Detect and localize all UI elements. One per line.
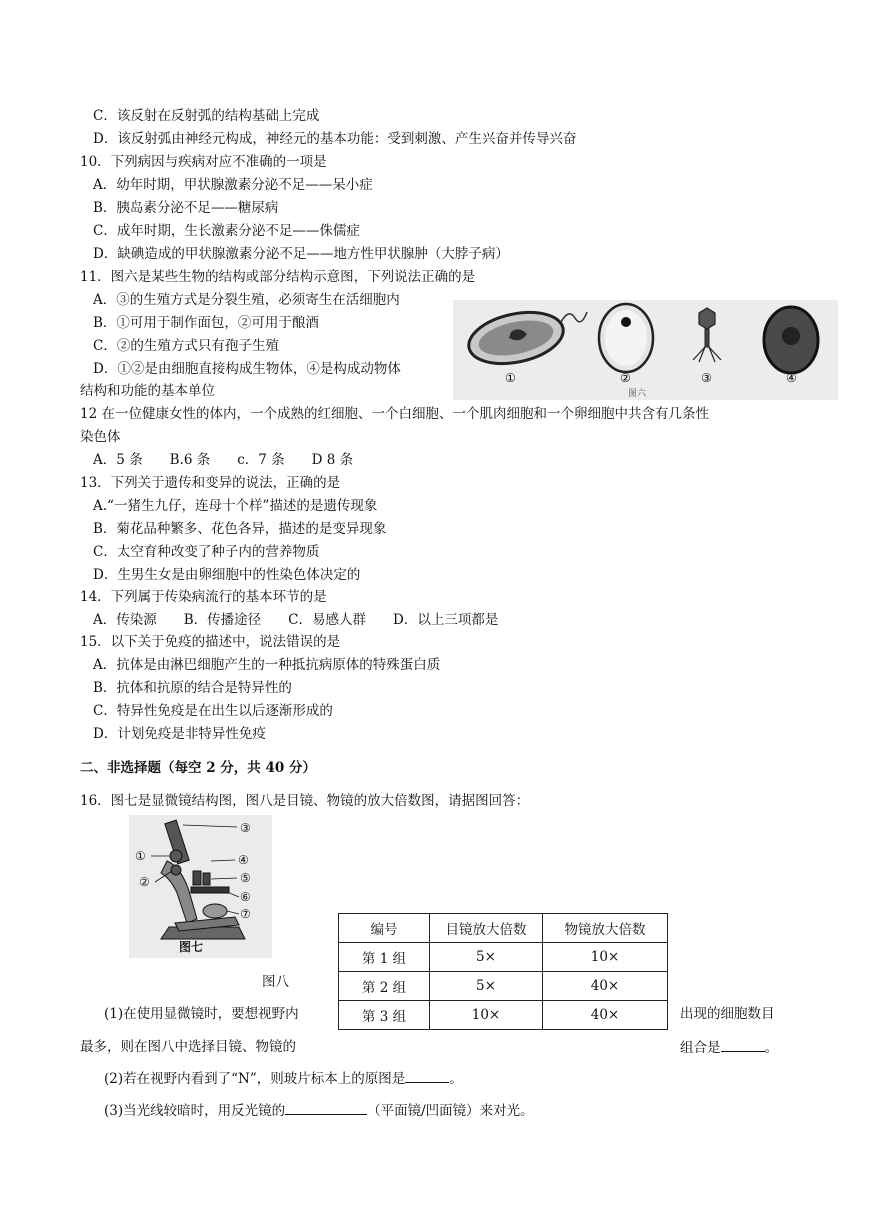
table-cell: 第 1 组: [339, 943, 430, 972]
q16-part1-end: 。: [764, 1040, 778, 1056]
q16-part1: (1)在使用显微镜时，要想视野内: [104, 1006, 299, 1022]
magnification-table: [338, 913, 668, 1030]
fig7-label-6: ⑥: [240, 890, 251, 904]
table-row: [339, 1001, 668, 1030]
q16-part2-end: 。: [449, 1071, 463, 1087]
table-header: 目镜放大倍数: [430, 914, 543, 943]
fig7-label-5: ⑤: [240, 871, 251, 885]
q11-option-c: C．②的生殖方式只有孢子生殖: [93, 338, 279, 354]
q13-option-a: A.“一猪生九仔，连母十个样”描述的是遗传现象: [93, 498, 378, 514]
q16-stem: 16．图七是显微镜结构图，图八是目镜、物镜的放大倍数图，请据图回答：: [80, 793, 530, 809]
q13-option-c: C．太空育种改变了种子内的营养物质: [93, 544, 320, 560]
table-cell: 5×: [430, 943, 543, 972]
q14-stem: 14．下列属于传染病流行的基本环节的是: [80, 589, 327, 605]
table-cell: 40×: [543, 1001, 668, 1030]
answer-blank-2[interactable]: [405, 1068, 449, 1083]
q15-option-c: C．特异性免疫是在出生以后逐渐形成的: [93, 703, 333, 719]
figure-7: [129, 815, 272, 958]
fig6-label-4: ④: [786, 371, 797, 385]
q13-stem: 13．下列关于遗传和变异的说法，正确的是: [80, 475, 341, 491]
q15-option-d: D．计划免疫是非特异性免疫: [93, 726, 266, 742]
fig6-label-2: ②: [620, 371, 631, 385]
table-cell: 5×: [430, 972, 543, 1001]
figure-6-drawing: [453, 300, 838, 400]
fig6-label-3: ③: [701, 371, 712, 385]
q10-stem: 10．下列病因与疾病对应不准确的一项是: [80, 154, 327, 170]
virus-icon: [693, 308, 721, 362]
q16-part2: (2)若在视野内看到了“N”，则玻片标本上的原图是: [104, 1071, 406, 1087]
q16-part3-end: （平面镜/凹面镜）来对光。: [367, 1103, 534, 1119]
q15-option-a: A．抗体是由淋巴细胞产生的一种抵抗病原体的特殊蛋白质: [93, 657, 441, 673]
fig6-caption: 图六: [628, 389, 647, 399]
yeast-cell-icon: [599, 304, 653, 372]
fig7-label-3: ③: [240, 821, 251, 835]
table-row: [339, 972, 668, 1001]
q10-option-c: C．成年时期，生长激素分泌不足——侏儒症: [93, 223, 360, 239]
answer-blank-3[interactable]: [285, 1100, 367, 1115]
answer-blank-1[interactable]: [721, 1037, 765, 1052]
fig8-caption: 图八: [262, 974, 289, 990]
fig7-label-2: ②: [139, 875, 150, 889]
q13-option-d: D．生男生女是由卵细胞中的性染色体决定的: [93, 567, 361, 583]
q16-part1-answer-line: [680, 1037, 778, 1058]
q11-option-d-cont: 结构和功能的基本单位: [80, 383, 215, 399]
microscope-diagram: [129, 815, 272, 958]
microscope-icon: [161, 820, 245, 939]
table-header-row: [339, 914, 668, 943]
q16-part1-cont: 最多，则在图八中选择目镜、物镜的: [80, 1039, 296, 1055]
q9-option-c: C．该反射在反射弧的结构基础上完成: [93, 108, 320, 124]
q16-part3-line: [104, 1100, 534, 1121]
q11-option-d: D．①②是由细胞直接构成生物体，④是构成动物体: [93, 361, 401, 377]
q16-part1-right: 出现的细胞数目: [680, 1006, 775, 1022]
q10-option-b: B．胰岛素分泌不足——糖尿病: [93, 200, 279, 216]
q12-options: A．5 条 B.6 条 c．7 条 D 8 条: [93, 452, 354, 468]
q10-option-d: D．缺碘造成的甲状腺激素分泌不足——地方性甲状腺肿（大脖子病）: [93, 246, 509, 262]
table-cell: 第 3 组: [339, 1001, 430, 1030]
q16-part3: (3)当光线较暗时，用反光镜的: [104, 1103, 286, 1119]
q14-options: A．传染源 B．传播途径 C．易感人群 D．以上三项都是: [93, 612, 499, 628]
table-cell: 10×: [430, 1001, 543, 1030]
table-cell: 10×: [543, 943, 668, 972]
bacterium-icon: [464, 305, 587, 372]
section-2-heading: 二、非选择题（每空 2 分，共 40 分）: [80, 760, 316, 776]
figure-6: [453, 300, 838, 400]
q12-stem-cont: 染色体: [80, 429, 121, 445]
animal-cell-icon: [764, 307, 818, 373]
q11-option-b: B．①可用于制作面包，②可用于酿酒: [93, 315, 319, 331]
q15-option-b: B．抗体和抗原的结合是特异性的: [93, 680, 292, 696]
fig6-label-1: ①: [505, 371, 516, 385]
q16-part2-line: [104, 1068, 463, 1089]
table-cell: 40×: [543, 972, 668, 1001]
q13-option-b: B．菊花品种繁多、花色各异，描述的是变异现象: [93, 521, 387, 537]
q10-option-a: A．幼年时期，甲状腺激素分泌不足——呆小症: [93, 177, 373, 193]
fig7-label-1: ①: [135, 849, 146, 863]
q11-stem: 11．图六是某些生物的结构或部分结构示意图，下列说法正确的是: [80, 269, 476, 285]
q9-option-d: D．该反射弧由神经元构成，神经元的基本功能：受到刺激、产生兴奋并传导兴奋: [93, 131, 577, 147]
fig7-caption: 图七: [179, 940, 204, 954]
q11-option-a: A．③的生殖方式是分裂生殖，必须寄生在活细胞内: [93, 292, 400, 308]
q15-stem: 15．以下关于免疫的描述中，说法错误的是: [80, 634, 341, 650]
fig7-label-7: ⑦: [240, 907, 251, 921]
fig7-label-4: ④: [238, 853, 249, 867]
q16-part1-cont-right: 组合是: [680, 1040, 721, 1056]
table-row: [339, 943, 668, 972]
table-header: 物镜放大倍数: [543, 914, 668, 943]
table-cell: 第 2 组: [339, 972, 430, 1001]
table-header: 编号: [339, 914, 430, 943]
q12-stem: 12 在一位健康女性的体内，一个成熟的红细胞、一个白细胞、一个肌肉细胞和一个卵细胞中共含有几条性: [80, 406, 709, 422]
